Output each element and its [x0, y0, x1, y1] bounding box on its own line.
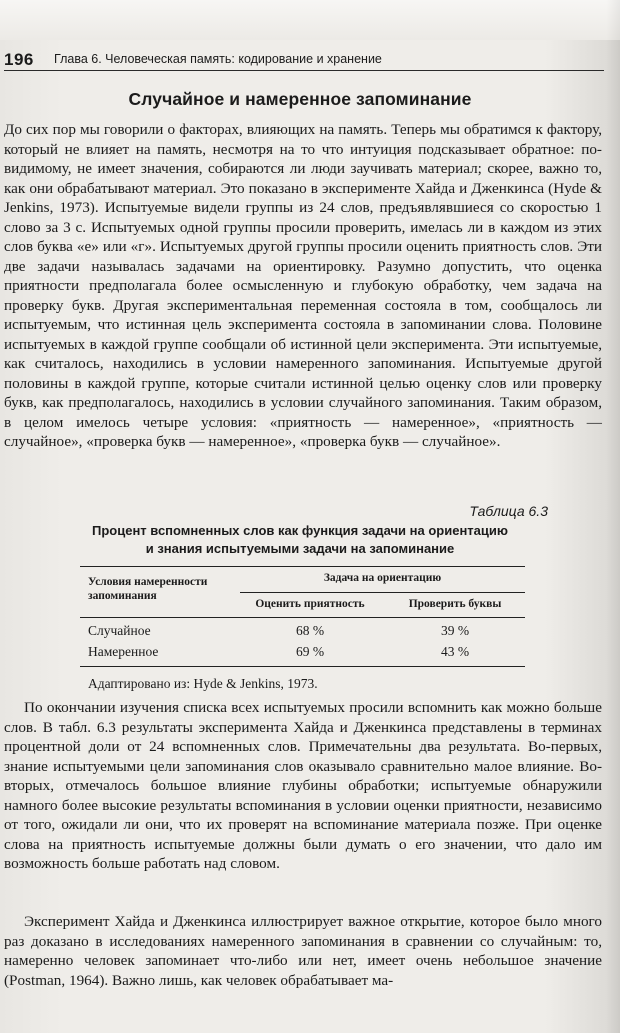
paragraph-3: Эксперимент Хайда и Дженкинса иллюстрирует важное открытие, которое было много раз доказано в исследованиях намеренного запоминания в сравнении со случайным: то, намеренно человек запоминает что-либо или нет, имеет очень небольшое значение (Postman, 1964). Важно лишь, как человек обрабатывает ма- — [4, 913, 602, 989]
paragraph-2: По окончании изучения списка всех испытуемых просили вспомнить как можно больше слов. В табл. 6.3 результаты эксперимента Хайда и Дженкинса представлены в терминах процентной доли от 24 вспомненных слов. Примечательны два результата. Во-первых, знание испытуемыми цели запоминания слов оказывало сравнительно малое влияние. Во-вторых, отмечалось большое влияние глубины обработки; испытуемые обнаружили намного более высокие результаты вспоминания в условии оценки приятности, независимо от того, ожидали ли они, что их проверят на вспоминание материала позже. При оценке слова на приятность испытуемые должны были думать о его значении, что дало им возможность больше работать над словом. — [4, 699, 602, 872]
table-cell-pleasantness: 69 % — [295, 644, 325, 659]
table-cell-letters: 43 % — [440, 644, 470, 659]
results-table — [80, 566, 525, 667]
table-title — [0, 522, 600, 558]
table-row — [80, 623, 525, 643]
page-number: 196 — [4, 50, 34, 69]
table-source: Адаптировано из: Hyde & Jenkins, 1973. — [88, 676, 318, 691]
table-subheader-letters: Проверить буквы — [408, 598, 502, 610]
table-title-line-1: Процент вспомненных слов как функция задачи на ориентацию — [92, 523, 508, 538]
table-group-header: Задача на ориентацию — [323, 572, 442, 584]
table-title-line-2: и знания испытуемыми задачи на запоминание — [145, 541, 455, 556]
section-title: Случайное и намеренное запоминание — [128, 89, 472, 109]
table-cell-condition: Намеренное — [88, 644, 159, 659]
table-group-rule — [240, 592, 525, 593]
table-column-header-condition: Условия намеренности запоминания — [88, 576, 208, 602]
table-header-rule — [80, 617, 525, 618]
table-cell-condition: Случайное — [88, 623, 151, 638]
table-cell-letters: 39 % — [440, 623, 470, 638]
page-top-margin — [0, 0, 620, 40]
table-cell-pleasantness: 68 % — [295, 623, 325, 638]
table-row — [80, 644, 525, 664]
table-subheader-pleasantness: Оценить приятность — [255, 598, 365, 610]
table-label: Таблица 6.3 — [469, 503, 548, 519]
chapter-title: Глава 6. Человеческая память: кодирование и хранение — [54, 52, 382, 66]
running-header — [4, 50, 604, 71]
page-edge-shadow — [606, 0, 620, 1033]
paragraph-1: До сих пор мы говорили о факторах, влияющих на память. Теперь мы обратимся к фактору, который не влияет на память, несмотря на то что интуиция подсказывает обратное: по-видимому, не имеет значения, собираются ли люди заучивать материал; скорее, важно то, как они обрабатывают материал. Это показано в эксперименте Хайда и Дженкинса (Hyde & Jenkins, 1973). Испытуемые видели группы из 24 слов, предъявлявшиеся со скоростью 1 слово за 3 с. Испытуемых одной группы просили проверить, имелась ли в каждом из этих слов буква «е» или «г». Испытуемых другой группы просили оценить приятность слов. Эти две задачи называлась задачами на ориентировку. Разумно допустить, что оценка приятности предполагала более осмысленную и глубокую обработку, чем задача на проверку букв. Другая экспериментальная переменная состояла в том, сообщалось ли испытуемым, что истинная цель эксперимента состояла в запоминании слова. Половине испытуемых в каждой группе сообщали об истинной цели эксперимента. Эти испытуемые, как считалось, находились в условии намеренного запоминания. Испытуемые другой половины в каждой группе, которые считали истинной целью оценку слов или проверку букв, как предполагалось, находились в условии случайного запоминания. Таким образом, в целом имелось четыре условия: «приятность — намеренное», «приятность — случайное», «проверка букв — намеренное», «проверка букв — случайное». — [4, 121, 602, 450]
